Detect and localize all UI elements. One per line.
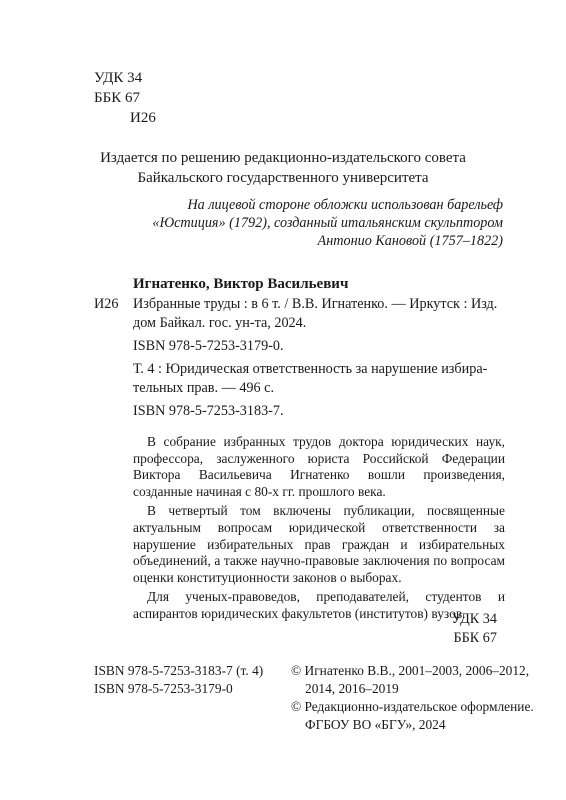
author-sign: И26 (94, 296, 119, 312)
annotation-paragraph: В собрание избранных трудов доктора юридических наук, профессора, заслуженного юриста Российской Федерации Виктора Васильевича Игнатенко вошли произведения, созданные начиная с 80-х гг. прошлого века. (133, 434, 505, 499)
footer-isbn-volume: ISBN 978-5-7253-3183-7 (т. 4) (94, 663, 264, 678)
bibliographic-line: Избранные труды : в 6 т. / В.В. Игнатенко. — Иркутск : Изд. (133, 296, 498, 312)
annotation-paragraph: В четвертый том включены публикации, посвященные актуальным вопросам юридической ответственности за нарушение избирательных прав граждан и избирательных объединений, а также научно-правовые заключения по вопросам оценки конституционности законов о выборах. (133, 503, 505, 585)
udk-code-bottom: УДК 34 (451, 611, 497, 627)
cover-note-line: Антонио Кановой (1757–1822) (317, 233, 503, 249)
copyright-publisher-name: ФГБОУ ВО «БГУ», 2024 (305, 717, 446, 732)
copyright-author: © Игнатенко В.В., 2001–2003, 2006–2012, (291, 663, 530, 678)
annotation (133, 434, 505, 623)
isbn-set: ISBN 978-5-7253-3179-0. (133, 338, 284, 354)
bbk-code: ББК 67 (94, 90, 140, 106)
udk-code: УДК 34 (94, 70, 143, 86)
footer-isbn-set: ISBN 978-5-7253-3179-0 (94, 681, 233, 696)
bbk-code-bottom: ББК 67 (453, 630, 497, 646)
cover-note-line: На лицевой стороне обложки использован барельеф (187, 197, 503, 213)
volume-line: тельных прав. — 496 с. (133, 380, 274, 396)
author-heading: Игнатенко, Виктор Васильевич (133, 276, 349, 292)
bibliographic-line: дом Байкал. гос. ун-та, 2024. (133, 315, 307, 331)
copyright-author-years: 2014, 2016–2019 (305, 681, 399, 696)
author-sign: И26 (130, 110, 156, 126)
annotation-paragraph: Для ученых-правоведов, преподавателей, студентов и аспирантов юридических факультетов (институтов) вузов. (133, 589, 505, 621)
publisher-note-line: Издается по решению редакционно-издательского совета (100, 150, 466, 166)
cover-note-line: «Юстиция» (1792), созданный итальянским скульптором (152, 215, 503, 231)
isbn-volume: ISBN 978-5-7253-3183-7. (133, 403, 284, 419)
publisher-note-line: Байкальского государственного университета (137, 170, 429, 186)
volume-line: Т. 4 : Юридическая ответственность за нарушение избира- (133, 361, 488, 377)
copyright-publisher: © Редакционно-издательское оформление. (291, 699, 534, 714)
